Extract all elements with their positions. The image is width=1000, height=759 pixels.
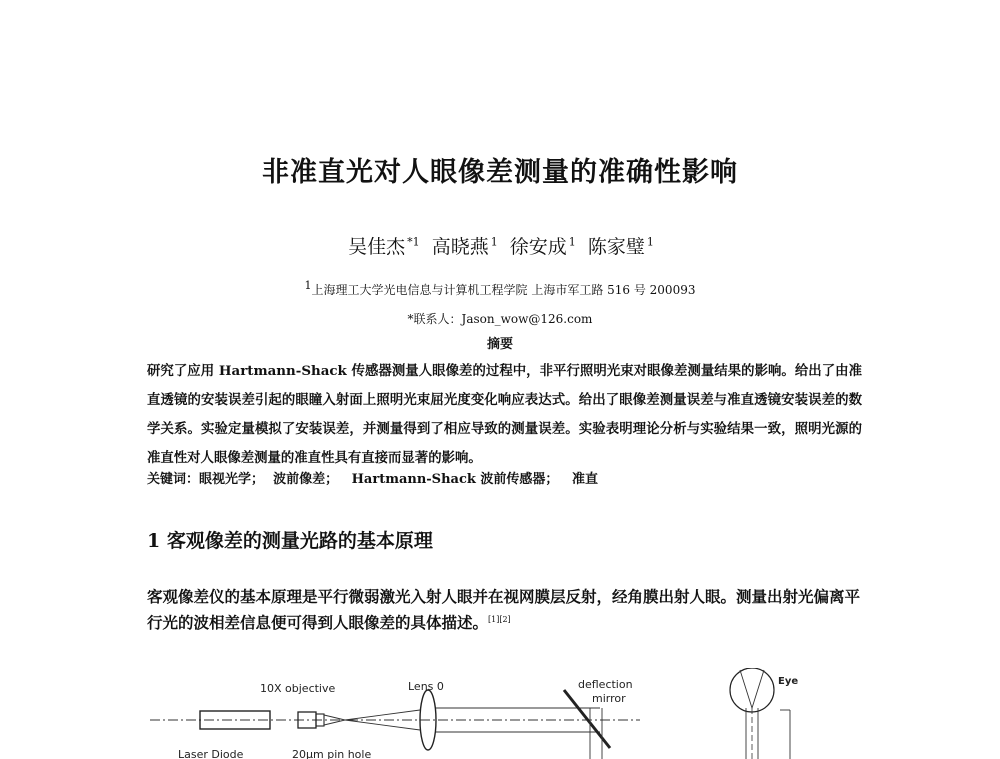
author: 徐安成 $^1$ — [509, 235, 576, 258]
abstract-heading: 摘要 — [486, 337, 513, 352]
paper-title: 非准直光对人眼像差测量的准确性影响 — [262, 157, 738, 188]
laser-label: Laser Diode — [178, 748, 244, 759]
author-list — [0, 232, 1000, 259]
contact-email: *联系人：Jason_wow@126.com — [407, 312, 593, 326]
objective-label: 10X objective — [260, 682, 336, 695]
citation: [1][2] — [488, 614, 511, 624]
author: 高晓燕 $^1$ — [431, 235, 498, 258]
keywords — [147, 468, 598, 487]
author: 吴佳杰 $^{*1}$ — [348, 235, 420, 258]
mirror-label: mirror — [592, 692, 626, 705]
pinhole-label: 20μm pin hole — [292, 748, 372, 759]
abstract-text: 研究了应用 Hartmann-Shack 传感器测量人眼像差的过程中，非平行照明光束对眼像差测量结果的影响。给出了由准直透镜的安装误差引起的眼瞳入射面上照明光束屈光度变化响应表达式。给出了眼像差测量误差与准直透镜安装误差的数学关系。实验定量模拟了安装误差，并测量得到了相应导致的测量误差。实验表明理论分析与实验结果一致，照明光源的准直性对人眼像差测量的准直性具有直接而显著的影响。 — [147, 363, 862, 466]
body-paragraph: 客观像差仪的基本原理是平行微弱激光入射人眼并在视网膜层反射，经角膜出射人眼。测量出射光偏离平行光的波相差信息便可得到人眼像差的具体描述。[1][2] — [147, 587, 861, 632]
deflection-label: deflection — [578, 678, 633, 691]
affiliation: $^1$上海理工大学光电信息与计算机工程学院 上海市军工路 516 号 200093 — [304, 279, 696, 297]
section-heading: 1 客观像差的测量光路的基本原理 — [147, 530, 433, 552]
keywords-label: 关键词： — [147, 472, 200, 487]
keywords-list: 眼视光学； 波前像差； Hartmann-Shack 波前传感器； 准直 — [199, 472, 598, 487]
eye — [730, 668, 774, 712]
lens-label: Lens 0 — [408, 680, 444, 693]
eye-label: Eye — [778, 676, 799, 687]
optical-setup-figure — [140, 668, 860, 759]
author: 陈家璧 $^1$ — [587, 235, 654, 258]
